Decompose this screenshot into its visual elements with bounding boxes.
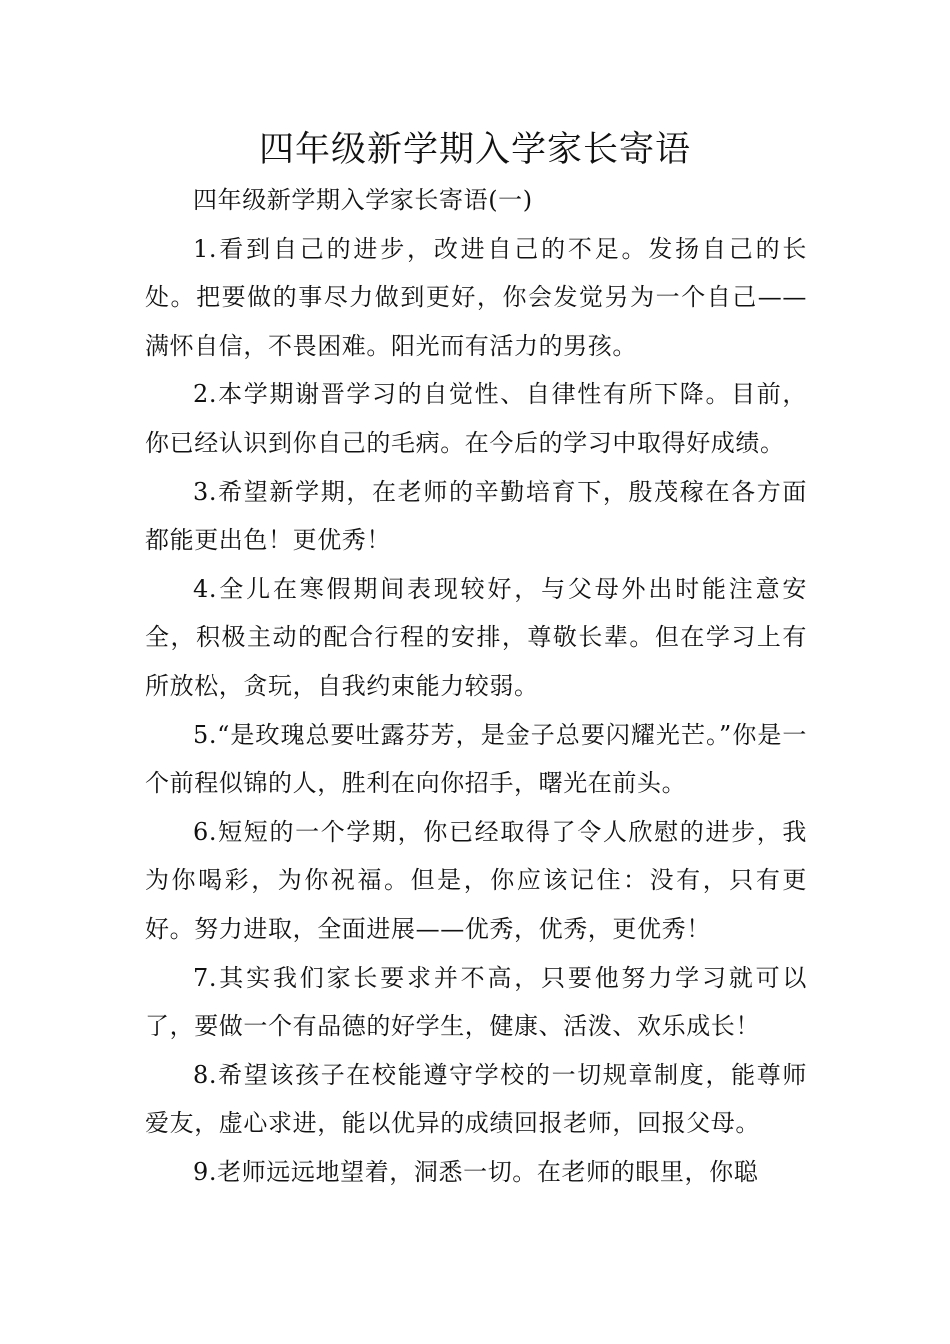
document-title: 四年级新学期入学家长寄语: [258, 130, 691, 170]
paragraph-6: 6.短短的一个学期，你已经取得了令人欣慰的进步，我为你喝彩，为你祝福。但是，你应该记住：没有，只有更好。努力进取，全面进展——优秀，优秀，更优秀！: [145, 817, 807, 943]
paragraph-3: 3.希望新学期，在老师的辛勤培育下，殷茂稼在各方面都能更出色！更优秀！: [145, 477, 807, 555]
paragraph-1: 1.看到自己的进步，改进自己的不足。发扬自己的长处。把要做的事尽力做到更好，你会发觉另为一个自己——满怀自信，不畏困难。阳光而有活力的男孩。: [145, 234, 807, 360]
section-heading: 四年级新学期入学家长寄语(一): [193, 186, 533, 214]
paragraph-8: 8.希望该孩子在校能遵守学校的一切规章制度，能尊师爱友，虚心求进，能以优异的成绩回报老师，回报父母。: [145, 1060, 807, 1138]
paragraph-2: 2.本学期谢晋学习的自觉性、自律性有所下降。目前，你已经认识到你自己的毛病。在今后的学习中取得好成绩。: [145, 380, 807, 457]
paragraph-4: 4.全儿在寒假期间表现较好，与父母外出时能注意安全，积极主动的配合行程的安排，尊敬长辈。但在学习上有所放松，贪玩，自我约束能力较弱。: [145, 574, 807, 700]
paragraph-7: 7.其实我们家长要求并不高，只要他努力学习就可以了，要做一个有品德的好学生，健康、活泼、欢乐成长！: [145, 963, 807, 1041]
paragraph-9: 9.老师远远地望着，洞悉一切。在老师的眼里，你聪: [193, 1157, 759, 1186]
document-body: [145, 176, 807, 1196]
paragraph-5: 5.“是玫瑰总要吐露芬芳，是金子总要闪耀光芒。”你是一个前程似锦的人，胜利在向你招手，曙光在前头。: [145, 720, 807, 798]
